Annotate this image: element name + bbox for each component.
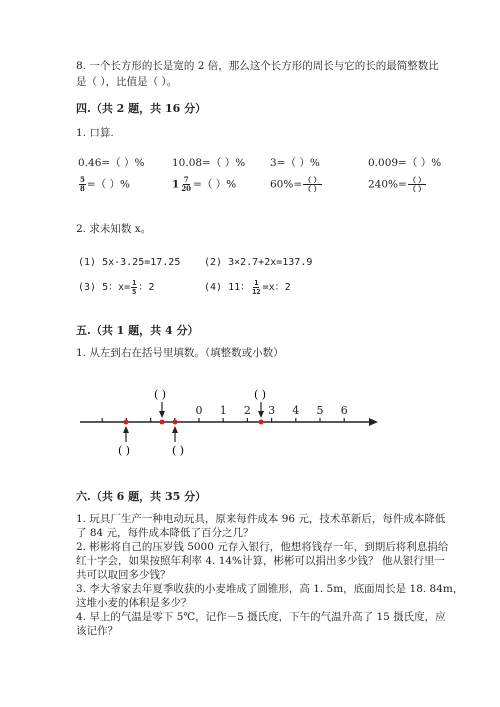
number-line-figure xyxy=(0,380,500,460)
q8-line1: 8. 一个长方形的长是宽的 2 倍，那么这个长方形的周长与它的长的最简整数比 xyxy=(76,60,439,72)
problem-4-line1: 4. 早上的气温是零下 5℃，记作－5 摄氏度，下午的气温升高了 15 摄氏度，应 xyxy=(76,611,446,623)
q4-1-prompt: 1. 口算. xyxy=(76,127,114,139)
tick-label: 6 xyxy=(340,404,348,417)
equation-2: (2) 3×2.7+2x=137.9 xyxy=(204,257,313,268)
oral-calc-5: $\frac{5}{8}$ =（ ）% xyxy=(80,175,130,193)
tick-label: 4 xyxy=(292,404,300,417)
fraction: $\frac{1}{5}$ xyxy=(132,278,137,296)
problem-3-line1: 3. 李大爷家去年夏季收获的小麦堆成了圆锥形，高 1. 5m，底面周长是 18. 84m， xyxy=(76,583,464,595)
problem-4-line2: 该记作？ xyxy=(76,625,118,637)
number-line-tick-labels xyxy=(196,404,348,417)
down-arrow-icon xyxy=(258,411,264,418)
up-arrow-icon xyxy=(123,426,129,433)
marked-point xyxy=(173,420,178,425)
tick-label: 1 xyxy=(219,404,227,417)
equation-1: (1) 5x-3.25=17.25 xyxy=(78,257,181,268)
oral-calc-2: 10.08=（ ）% xyxy=(172,157,246,169)
problem-1-line1: 1. 玩具厂生产一种电动玩具，原来每件成本 96 元，技术革新后，每件成本降低 xyxy=(76,513,446,525)
equation-4: (4) 11： $\frac{1}{12}$ =x：2 xyxy=(204,278,291,296)
section-5-title: 五.（共 1 题，共 4 分） xyxy=(76,324,199,337)
section-4-title: 四.（共 2 题，共 16 分） xyxy=(76,102,207,115)
equation-3: (3) 5：x= $\frac{1}{5}$ ：2 xyxy=(78,278,155,296)
oral-calc-7: 60%= $\frac{( )}{( )}$ xyxy=(270,175,321,193)
tick-label: 5 xyxy=(316,404,324,417)
oral-calc-1: 0.46=（ ）% xyxy=(78,157,145,169)
tick-label: 3 xyxy=(268,404,276,417)
q4-2-prompt: 2. 求未知数 x。 xyxy=(76,223,152,235)
problem-2-line2: 红十字会，如果按照年利率 4. 14%计算，彬彬可以捐出多少钱？ 他从银行里一 xyxy=(76,555,445,567)
problem-2-line3: 共可以取回多少钱？ xyxy=(76,569,171,581)
q8-line2: 是（ ），比值是（ ）。 xyxy=(76,76,178,88)
bottom-blank-2: ( ) xyxy=(171,444,185,457)
q5-1-prompt: 1. 从左到右在括号里填数。（填整数或小数） xyxy=(76,347,284,359)
down-arrow-icon xyxy=(159,411,165,418)
marked-point xyxy=(160,420,165,425)
up-arrow-icon xyxy=(172,426,178,433)
problem-3-line2: 这堆小麦的体积是多少？ xyxy=(76,597,192,609)
fraction: $\frac{( )}{( )}$ xyxy=(408,175,426,193)
oral-calc-6: 1 $\frac{7}{20}$ =（ ）% xyxy=(172,175,237,193)
oral-calc-3: 3=（ ）% xyxy=(270,157,320,169)
section-6-title: 六.（共 6 题，共 35 分） xyxy=(76,490,207,503)
top-blank-1: ( ) xyxy=(153,388,167,401)
fraction: $\frac{1}{12}$ xyxy=(252,278,261,296)
problem-1-line2: 了 84 元，每件成本降低了百分之几？ xyxy=(76,527,254,539)
problem-2-line1: 2. 彬彬将自己的压岁钱 5000 元存入银行，他想将钱存一年，到期后将利息捐给 xyxy=(76,541,449,553)
marked-point xyxy=(124,420,129,425)
tick-label: 2 xyxy=(243,404,251,417)
fraction: $\frac{7}{20}$ xyxy=(181,175,192,193)
fraction: $\frac{( )}{( )}$ xyxy=(304,175,321,193)
top-blank-2: ( ) xyxy=(253,388,267,401)
bottom-blank-1: ( ) xyxy=(117,444,131,457)
axis-arrow-icon xyxy=(369,418,378,426)
oral-calc-8: 240%= $\frac{( )}{( )}$ xyxy=(368,175,426,193)
marked-point xyxy=(259,420,264,425)
fraction: $\frac{5}{8}$ xyxy=(80,175,85,193)
oral-calc-4: 0.009=（ ）% xyxy=(368,157,442,169)
tick-label: 0 xyxy=(195,404,203,417)
